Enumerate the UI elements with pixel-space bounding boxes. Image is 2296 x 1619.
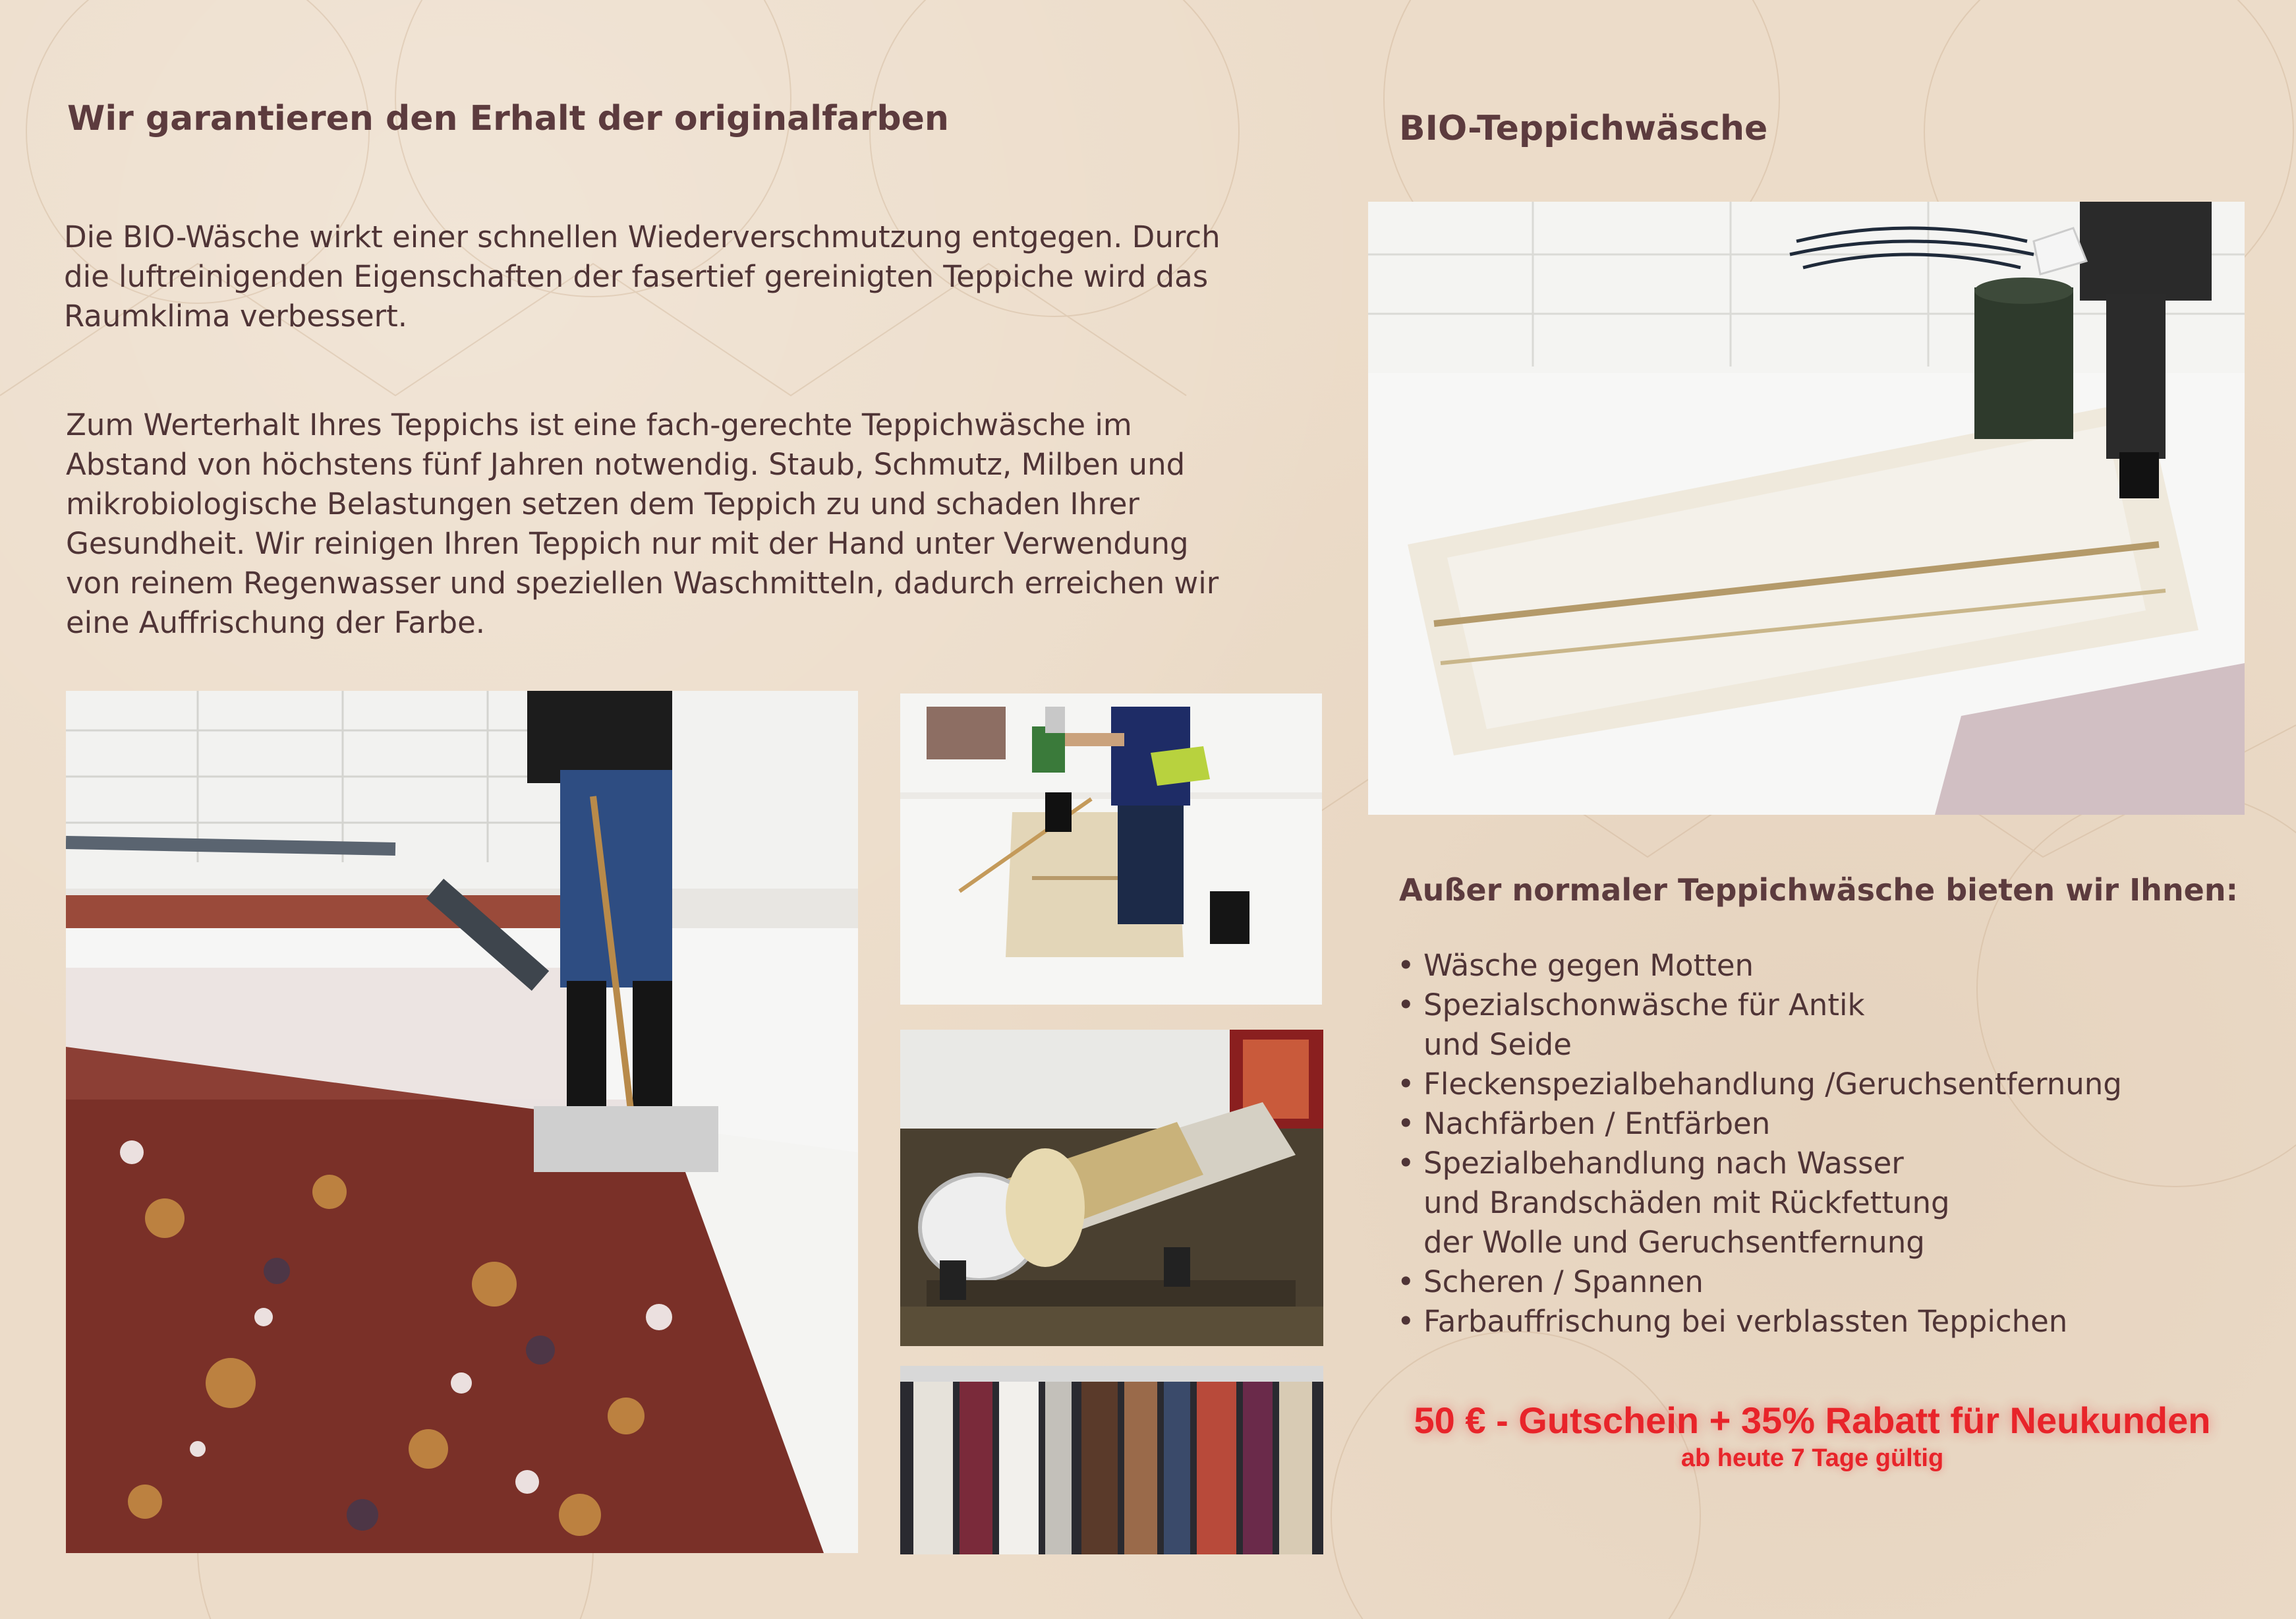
photo-carpet-washing-large bbox=[66, 691, 858, 1553]
bullet-icon: • bbox=[1397, 1304, 1415, 1339]
service-item: • Scheren / Spannen bbox=[1397, 1262, 2122, 1302]
service-item: • Wäsche gegen Motten bbox=[1397, 946, 2122, 986]
service-item: • Farbauffrischung bei verblassten Teppichen bbox=[1397, 1302, 2122, 1341]
service-item: • Spezialbehandlung nach Wasser und Brandschäden mit Rückfettung der Wolle und Geruchsentfernung bbox=[1397, 1144, 2122, 1262]
services-heading: Außer normaler Teppichwäsche bieten wir Ihnen: bbox=[1399, 872, 2239, 908]
service-item: • Fleckenspezialbehandlung /Geruchsentfernung bbox=[1397, 1065, 2122, 1104]
bullet-icon: • bbox=[1397, 1106, 1415, 1141]
bullet-icon: • bbox=[1397, 1264, 1415, 1299]
photo-carpet-machine bbox=[900, 1030, 1323, 1346]
bullet-icon: • bbox=[1397, 987, 1415, 1022]
photo-hanging-carpets bbox=[900, 1366, 1323, 1554]
care-paragraph: Zum Werterhalt Ihres Teppichs ist eine fach-gerechte Teppichwäsche im Abstand von höchstens fünf Jahren notwendig. Staub, Schmutz, Milben und mikrobiologische Belastungen setzen dem Teppich zu und schaden Ihrer Gesundheit. Wir reinigen Ihren Teppich nur mit der Hand unter Verwendung von reinem Regenwasser und speziellen Waschmitteln, dadurch erreichen wir eine Auffrischung der Farbe. bbox=[66, 407, 1219, 640]
bullet-icon: • bbox=[1397, 1146, 1415, 1181]
promo-validity-text: ab heute 7 Tage gültig bbox=[1680, 1444, 1944, 1472]
photo-scrubbing-carpet bbox=[900, 693, 1322, 1005]
service-item: • Spezialschonwäsche für Antik und Seide bbox=[1397, 986, 2122, 1065]
right-heading: BIO-Teppichwäsche bbox=[1399, 109, 1768, 148]
left-heading: Wir garantieren den Erhalt der originalfarben bbox=[67, 99, 949, 138]
bullet-icon: • bbox=[1397, 948, 1415, 983]
services-list bbox=[1397, 946, 2122, 1341]
promo-voucher-text: 50 € - Gutschein + 35% Rabatt für Neukunden bbox=[1414, 1399, 2211, 1441]
service-item: • Nachfärben / Entfärben bbox=[1397, 1104, 2122, 1144]
promo-banner bbox=[1358, 1398, 2267, 1473]
photo-bio-carpet-wash bbox=[1368, 202, 2245, 815]
bullet-icon: • bbox=[1397, 1067, 1415, 1102]
intro-paragraph: Die BIO-Wäsche wirkt einer schnellen Wiederverschmutzung entgegen. Durch die luftreinigenden Eigenschaften der fasertief gereinigten Teppiche wird das Raumklima verbessert. bbox=[64, 220, 1220, 334]
